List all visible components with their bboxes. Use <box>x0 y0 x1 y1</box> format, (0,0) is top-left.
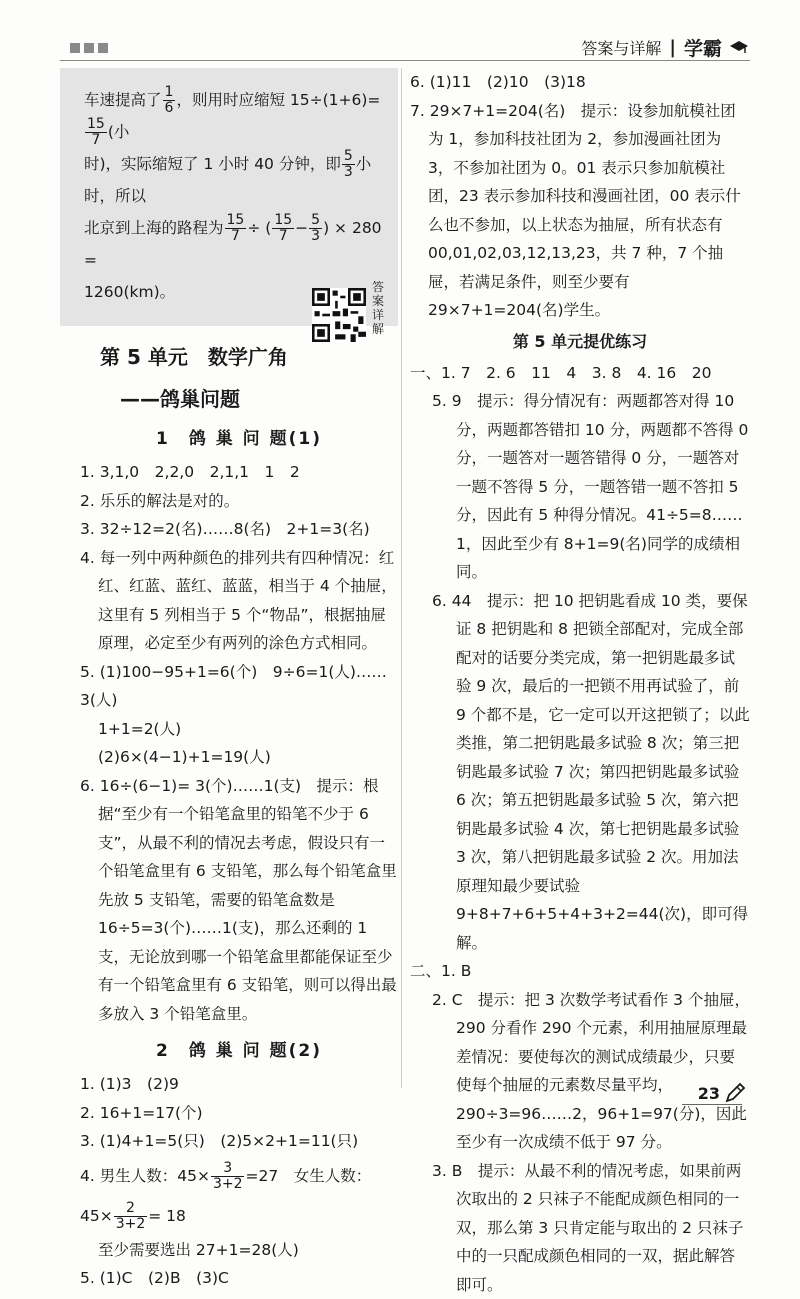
section-2-title: 2 鸽 巢 问 题(2) <box>80 1034 398 1068</box>
practice-section-title: 第 5 单元提优练习 <box>410 325 750 359</box>
fraction-denominator: 3 <box>342 165 355 180</box>
box-line-4: 1260(km)。 <box>84 276 384 308</box>
fraction <box>163 85 176 115</box>
answer-2-5: 5. (1)C (2)B (3)C <box>80 1264 398 1293</box>
fraction <box>225 213 247 243</box>
answer-5b: 1+1=2(人) <box>80 715 398 744</box>
unit-title: 第 5 单元 数学广角 <box>100 340 398 374</box>
fraction <box>85 117 107 147</box>
answer-2-3: 3. (1)4+1=5(只) (2)5×2+1=11(只) <box>80 1127 398 1156</box>
fraction <box>114 1201 148 1231</box>
box-text: 车速提高了 <box>84 91 162 109</box>
box-text: ，则用时应缩短 15÷(1+6)= <box>176 91 380 109</box>
box-text: ) × 280 = <box>84 219 382 269</box>
box-text: (小 <box>108 123 130 141</box>
answer-2-2: 2. 16+1=17(个) <box>80 1099 398 1128</box>
fraction-numerator: 5 <box>342 149 355 165</box>
fraction-numerator: 5 <box>309 213 322 229</box>
practice-part-2-answer-1: 二、1. B <box>410 957 750 986</box>
practice-answer-5: 5. 9 提示：得分情况有：两题都答对得 10 分，两题都答错扣 10 分，两题都不答得 0 分，一题答对一题答错得 0 分，一题答对一题不答得 5 分，一题答错一题不答扣 5 分，因此有 5 种得分情况。41÷5=8……1，因此至少有 8+1=9(名)同学的成绩相同。 <box>410 387 750 587</box>
fraction-numerator: 2 <box>114 1201 148 1217</box>
unit-subtitle: ——鸽巢问题 <box>120 382 398 416</box>
header-logo-text: 学霸 <box>684 34 722 61</box>
answer-text: 4. 男生人数：45× <box>80 1167 210 1185</box>
answer-text: = 18 <box>148 1207 186 1225</box>
box-text: − <box>295 219 308 237</box>
fraction-denominator: 7 <box>225 229 247 244</box>
right-column <box>410 68 750 1299</box>
box-text: 小时，所以 <box>84 155 371 205</box>
box-line-2 <box>84 148 384 212</box>
header-right <box>581 34 748 61</box>
graduation-cap-icon <box>730 41 748 55</box>
box-text: 时)，实际缩短了 1 小时 40 分钟，即 <box>84 155 341 173</box>
answer-text: =27 女生人数：45× <box>80 1167 371 1225</box>
answer-5c: (2)6×(4−1)+1=19(人) <box>80 743 398 772</box>
page-number: 23 <box>698 1084 720 1103</box>
fraction-denominator: 7 <box>272 229 294 244</box>
practice-part-1: 一、1. 7 2. 6 11 4 3. 8 4. 16 20 <box>410 359 750 388</box>
answer-r6: 6. (1)11 (2)10 (3)18 <box>410 68 750 97</box>
answer-1: 1. 3,1,0 2,2,0 2,1,1 1 2 <box>80 458 398 487</box>
answer-2-4 <box>80 1156 398 1236</box>
qr-code-icon <box>312 288 366 342</box>
answer-2-1: 1. (1)3 (2)9 <box>80 1070 398 1099</box>
box-text: ÷ ( <box>247 219 271 237</box>
fraction <box>342 149 355 179</box>
fraction <box>272 213 294 243</box>
page-number-rule <box>682 1104 742 1105</box>
fraction-denominator: 6 <box>163 101 176 116</box>
answer-6: 6. 16÷(6−1)= 3(个)……1(支) 提示：根据“至少有一个铅笔盒里的铅笔不少于 6 支”，从最不利的情况去考虑，假设只有一个铅笔盒里有 6 支铅笔，那么每个铅笔盒里先放 5 支铅笔，需要的铅笔盒数是 16÷5=3(个)……1(支)，那么还剩的 1 支，无论放到哪一个铅笔盒里都能保证至少有一个铅笔盒里有 6 支铅笔，则可以得出最多放入 3 个铅笔盒里。 <box>80 772 398 1029</box>
practice-part-2-answer-2: 2. C 提示：把 3 次数学考试看作 3 个抽屉，290 分看作 290 个元素，利用抽屉原理最差情况：要使每次的测试成绩最少，只要使每个抽屉的元素数尽量平均，290÷3=96……2，96+1=97(分)，因此至少有一次成绩不低于 97 分。 <box>410 986 750 1157</box>
header-separator: | <box>669 37 676 58</box>
fraction-numerator: 15 <box>85 117 107 133</box>
left-column <box>80 68 398 1293</box>
pencil-icon <box>724 1082 746 1104</box>
box-line-3 <box>84 212 384 276</box>
answer-r7: 7. 29×7+1=204(名) 提示：设参加航模社团为 1，参加科技社团为 2，参加漫画社团为 3，不参加社团为 0。01 表示只参加航模社团，23 表示参加科技和漫画社团，00 表示什么也不参加，以上状态为抽屉，所有状态有 00,01,02,03,12,13,23，共 7 种，7 个抽屉，若满足条件，则至少要有 29×7+1=204(名)学生。 <box>410 97 750 325</box>
answer-4: 4. 每一列中两种颜色的排列共有四种情况：红红、红蓝、蓝红、蓝蓝，相当于 4 个抽屉，这里有 5 列相当于 5 个“物品”，根据抽屉原理，必定至少有两列的涂色方式相同。 <box>80 544 398 658</box>
fraction-numerator: 1 <box>163 85 176 101</box>
answer-5a: 5. (1)100−95+1=6(个) 9÷6=1(人)……3(人) <box>80 658 398 715</box>
box-line-1 <box>84 84 384 148</box>
fraction-denominator: 3 <box>309 229 322 244</box>
fraction <box>309 213 322 243</box>
answer-2: 2. 乐乐的解法是对的。 <box>80 487 398 516</box>
answer-3: 3. 32÷12=2(名)……8(名) 2+1=3(名) <box>80 515 398 544</box>
fraction-denominator: 7 <box>85 133 107 148</box>
fraction-numerator: 3 <box>211 1161 245 1177</box>
fraction-denominator: 3+2 <box>114 1217 148 1232</box>
practice-answer-6: 6. 44 提示：把 10 把钥匙看成 10 类，要保证 8 把钥匙和 8 把锁全部配对，完成全部配对的话要分类完成，第一把钥匙最多试验 9 次，最后的一把锁不用再试验了，前 9 个都不是，它一定可以开这把锁了；以此类推，第二把钥匙最多试验 8 次；第三把钥匙最多试验 7 次；第四把钥匙最多试验 6 次；第五把钥匙最多试验 5 次，第六把钥匙最多试验 4 次，第七把钥匙最多试验 3 次，第八把钥匙最多试验 2 次。用加法原理知最少要试验 9+8+7+6+5+4+3+2=44(次)，即可得解。 <box>410 587 750 958</box>
header-rule <box>60 60 750 61</box>
fraction <box>211 1161 245 1191</box>
answer-2-4-d: 至少需要选出 27+1=28(人) <box>80 1236 398 1265</box>
fraction-numerator: 15 <box>272 213 294 229</box>
section-1-title: 1 鸽 巢 问 题(1) <box>80 422 398 456</box>
fraction-numerator: 15 <box>225 213 247 229</box>
header-brand-text: 答案与详解 <box>581 36 661 59</box>
header-decoration <box>70 43 108 53</box>
fraction-denominator: 3+2 <box>211 1177 245 1192</box>
box-text: 北京到上海的路程为 <box>84 219 224 237</box>
column-divider <box>401 68 402 1088</box>
practice-part-2-answer-3: 3. B 提示：从最不利的情况考虑，如果前两次取出的 2 只袜子不能配成颜色相同的一双，那么第 3 只肯定能与取出的 2 只袜子中的一只配成颜色相同的一双，据此解答即可。 <box>410 1157 750 1299</box>
qr-label: 答案详解 <box>372 280 388 336</box>
